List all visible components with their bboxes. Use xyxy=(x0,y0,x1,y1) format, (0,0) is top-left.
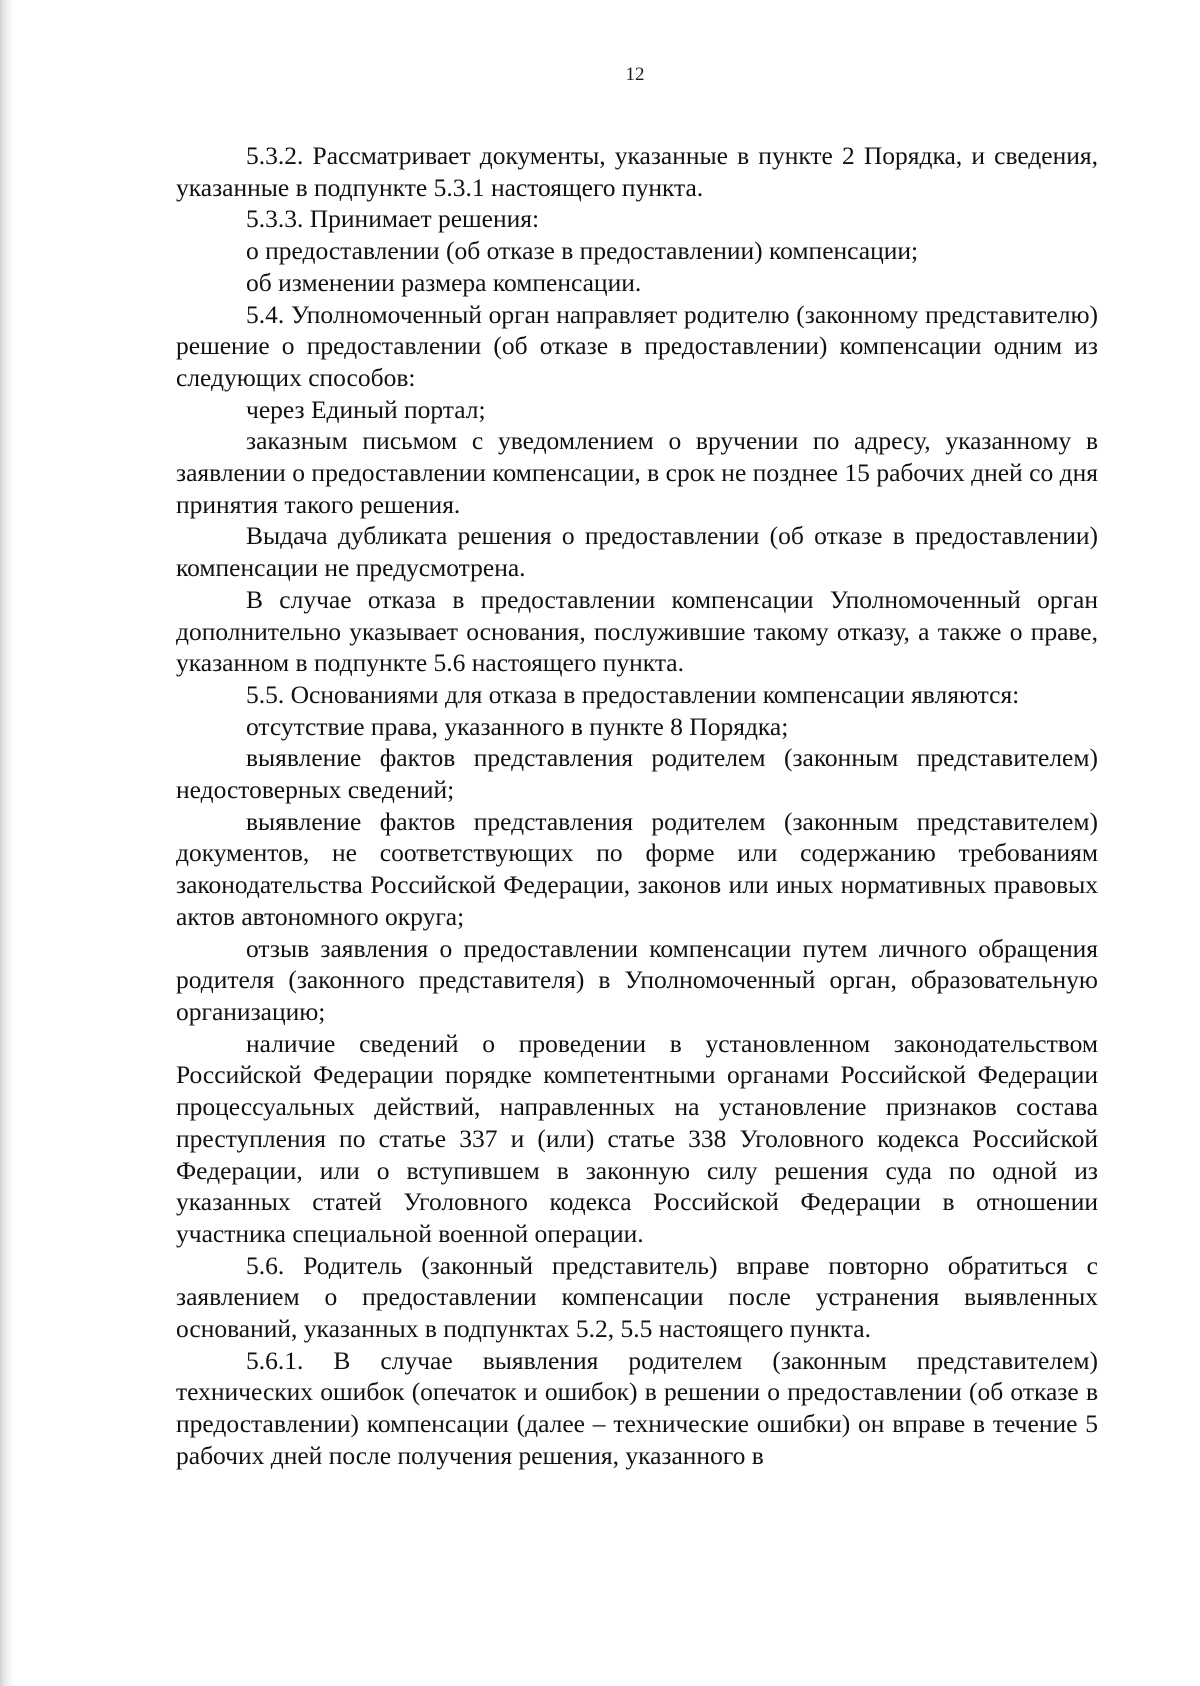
paragraph-criminal-proceedings: наличие сведений о проведении в установленном законодательством Российской Федерации порядке компетентными органами Российской Федерации процессуальных действий, направленных на установление признаков состава преступления по статье 337 и (или) статье 338 Уголовного кодекса Российской Федерации, или о вступившем в законную силу решения суда по одной из указанных статей Уголовного кодекса Российской Федерации в отношении участника специальной военной операции. xyxy=(176,1028,1098,1248)
paragraph-invalid-documents: выявление фактов представления родителем (законным представителем) документов, не соответствующих по форме или содержанию требованиям законодательства Российской Федерации, законов или иных нормативных правовых актов автономного округа; xyxy=(176,806,1098,931)
paragraph-withdrawal: отзыв заявления о предоставлении компенсации путем личного обращения родителя (законного представителя) в Уполномоченный орган, образовательную организацию; xyxy=(176,933,1098,1026)
paragraph-5-3-3: 5.3.3. Принимает решения: xyxy=(246,204,540,234)
paragraph-duplicate: Выдача дубликата решения о предоставлении (об отказе в предоставлении) компенсации не предусмотрена. xyxy=(176,521,1098,583)
paragraph-refusal-case: В случае отказа в предоставлении компенсации Уполномоченный орган дополнительно указывает основания, послужившие такому отказу, а также о праве, указанном в подпункте 5.6 настоящего пункта. xyxy=(176,584,1098,678)
page-number: 12 xyxy=(625,64,645,85)
paragraph-5-6: 5.6. Родитель (законный представитель) вправе повторно обратиться с заявлением о предоставлении компенсации после устранения выявленных оснований, указанных в подпунктах 5.2, 5.5 настоящего пункта. xyxy=(176,1250,1098,1344)
paragraph-5-6-1: 5.6.1. В случае выявления родителем (законным представителем) технических ошибок (опечаток и ошибок) в решении о предоставлении (об отказе в предоставлении) компенсации (далее – технические ошибки) он вправе в течение 5 рабочих дней после получения решения, указанного в xyxy=(176,1345,1098,1470)
paragraph-single-portal: через Единый портал; xyxy=(246,394,486,424)
paragraph-5-3-2: 5.3.2. Рассматривает документы, указанные в пункте 2 Порядка, и сведения, указанные в подпункте 5.3.1 настоящего пункта. xyxy=(176,141,1098,202)
paragraph-no-right: отсутствие права, указанного в пункте 8 Порядка; xyxy=(246,711,789,741)
paragraph-false-info: выявление фактов представления родителем (законным представителем) недостоверных сведений; xyxy=(176,743,1098,805)
paragraph-decision-grant: о предоставлении (об отказе в предоставлении) компенсации; xyxy=(246,236,919,266)
paragraph-decision-change: об изменении размера компенсации. xyxy=(246,267,642,297)
document-body xyxy=(176,140,1098,1472)
paragraph-5-4: 5.4. Уполномоченный орган направляет родителю (законному представителю) решение о предоставлении (об отказе в предоставлении) компенсации одним из следующих способов: xyxy=(176,299,1098,392)
paragraph-registered-letter: заказным письмом с уведомлением о вручении по адресу, указанному в заявлении о предоставлении компенсации, в срок не позднее 15 рабочих дней со дня принятия такого решения. xyxy=(176,426,1098,519)
paragraph-5-5: 5.5. Основаниями для отказа в предоставлении компенсации являются: xyxy=(246,679,1020,709)
scan-edge-shadow xyxy=(0,0,14,1686)
